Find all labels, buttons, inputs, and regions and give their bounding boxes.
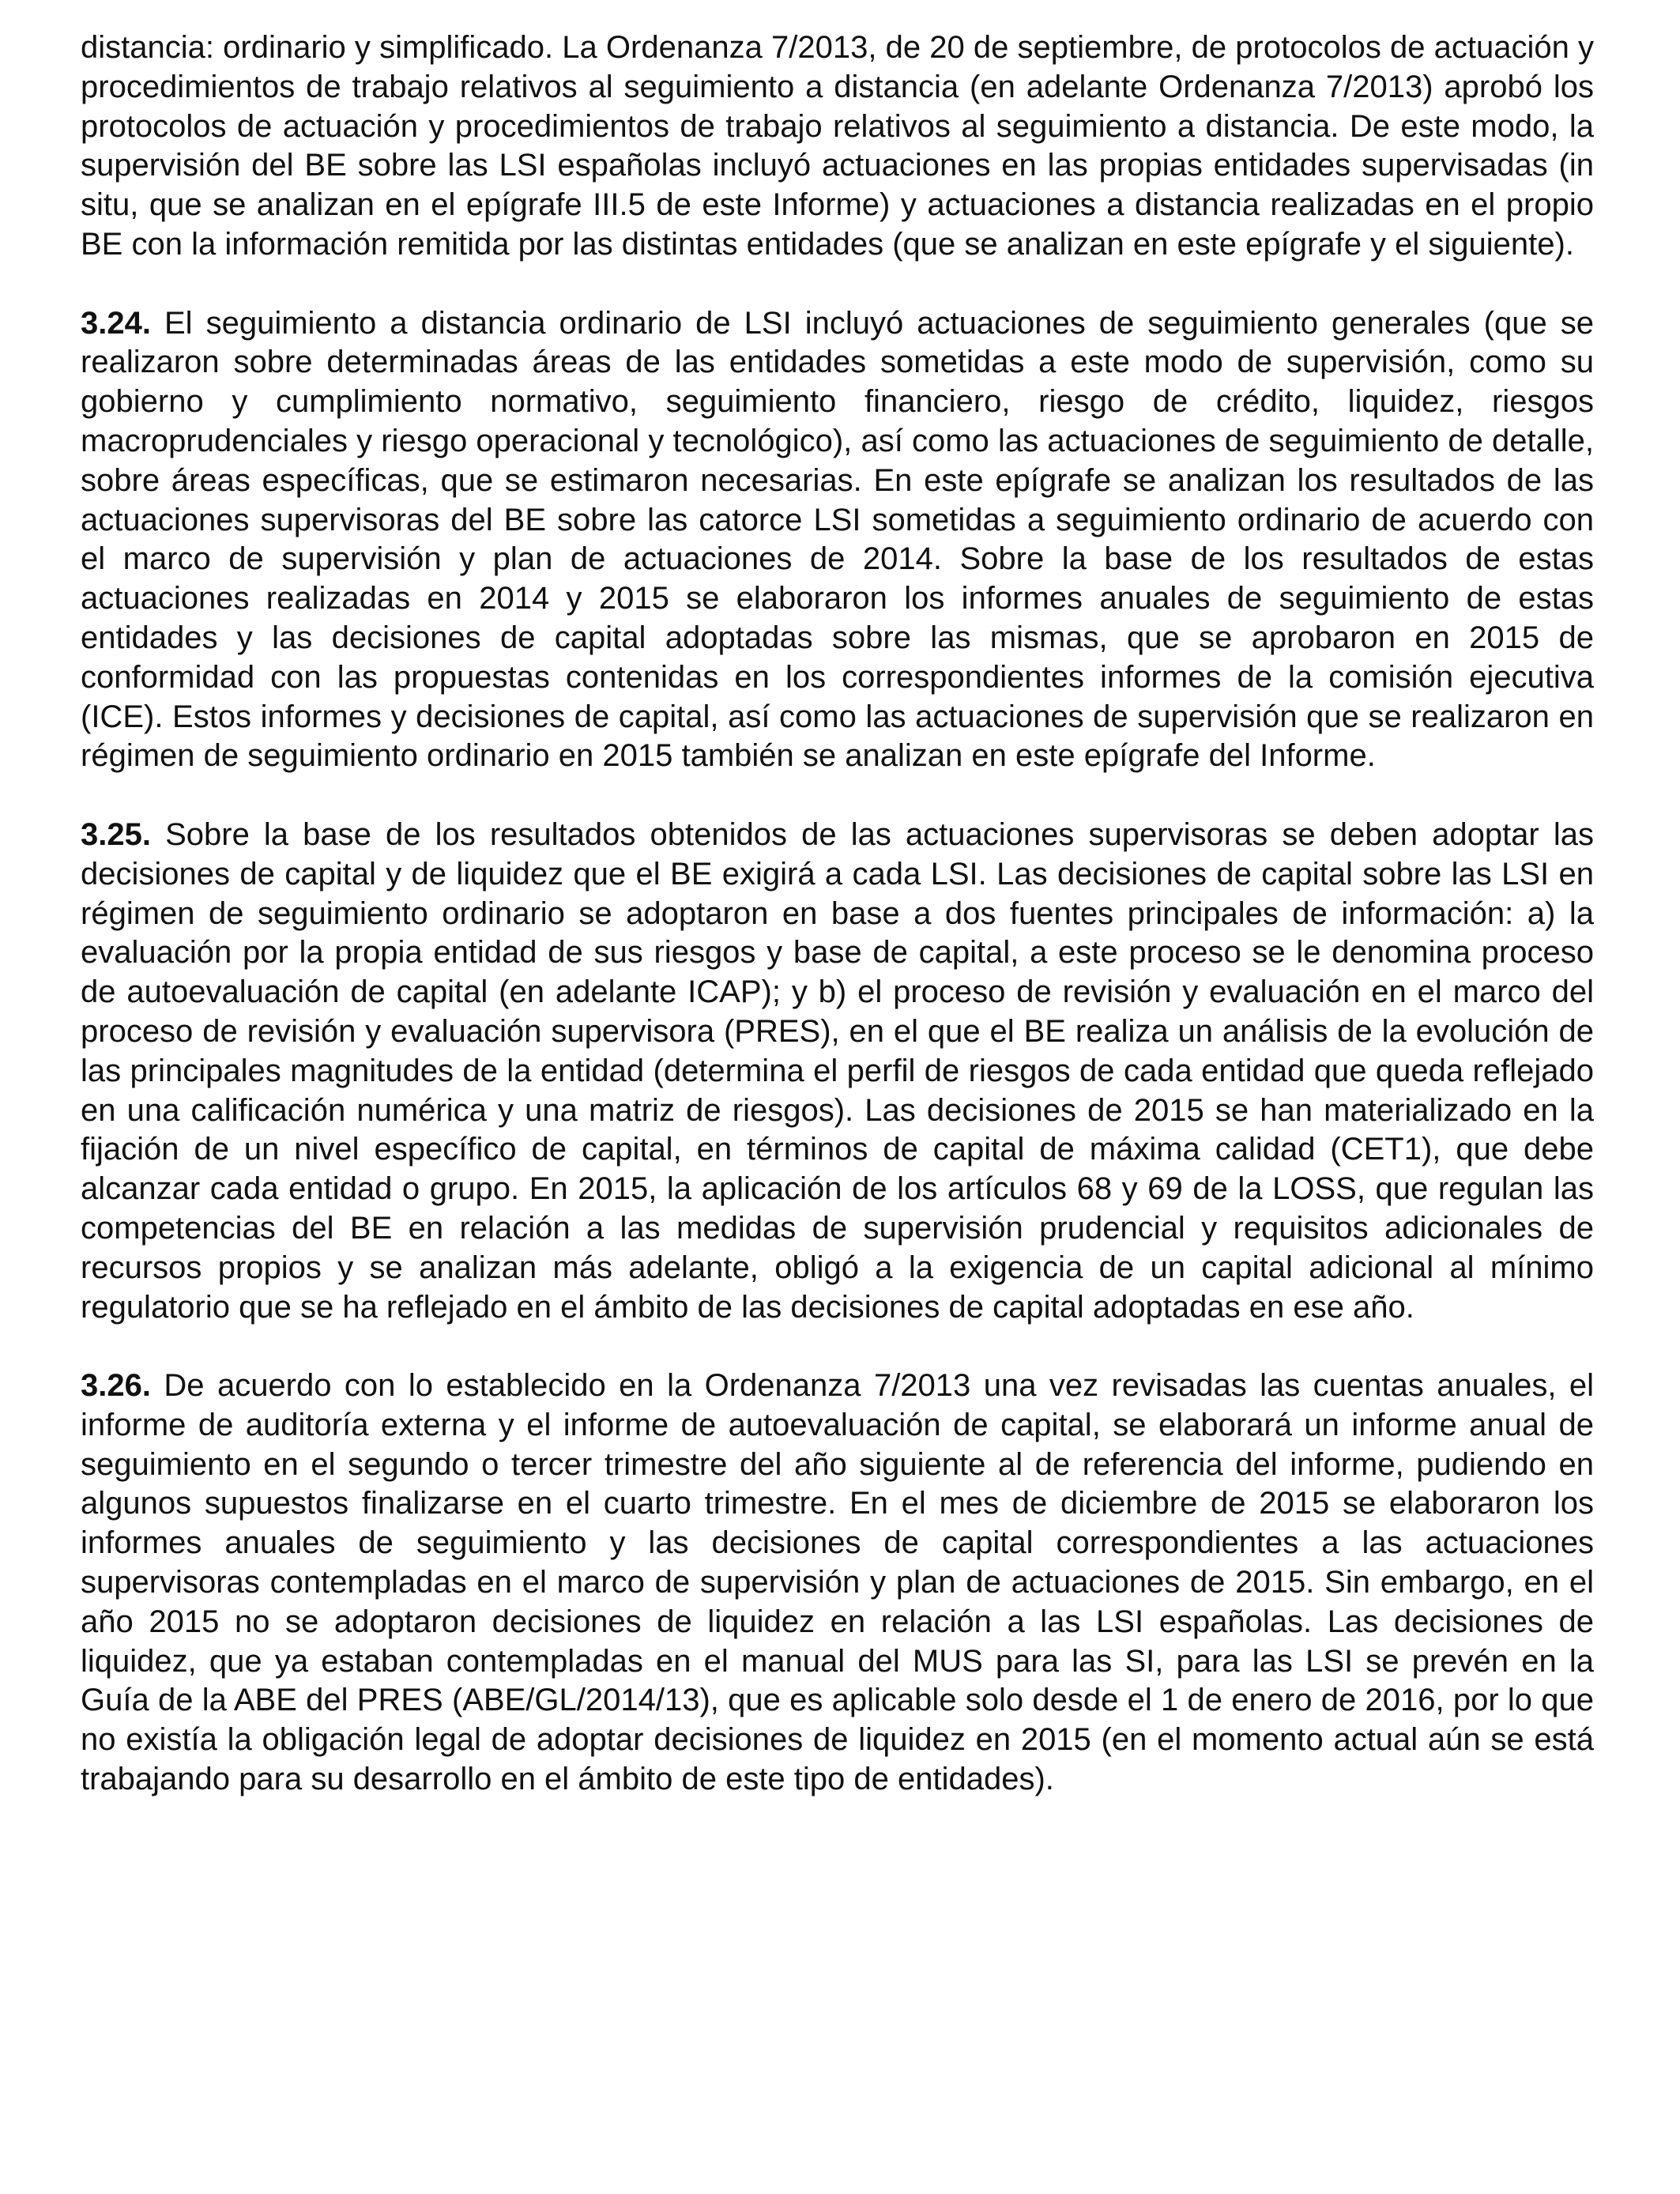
paragraph-3-24 [81, 304, 1594, 777]
paragraph-continuation [81, 28, 1594, 265]
paragraph-3-25 [81, 816, 1594, 1327]
document-page [81, 28, 1594, 1800]
paragraph-text: Sobre la base de los resultados obtenidos de las actuaciones supervisoras se deben adoptar las decisiones de capital y de liquidez que el BE exigirá a cada LSI. Las decisiones de capital sobre las LSI en régimen de seguimiento ordinario se adoptaron en base a dos fuentes principales de información: a) la evaluación por la propia entidad de sus riesgos y base de capital, a este proceso se le denomina proceso de autoevaluación de capital (en adelante ICAP); y b) el proceso de revisión y evaluación en el marco del proceso de revisión y evaluación supervisora (PRES), en el que el BE realiza un análisis de la evolución de las principales magnitudes de la entidad (determina el perfil de riesgos de cada entidad que queda reflejado en una calificación numérica y una matriz de riesgos). Las decisiones de 2015 se han materializado en la fijación de un nivel específico de capital, en términos de capital de máxima calidad (CET1), que debe alcanzar cada entidad o grupo. En 2015, la aplicación de los artículos 68 y 69 de la LOSS, que regulan las competencias del BE en relación a las medidas de supervisión prudencial y requisitos adicionales de recursos propios y se analizan más adelante, obligó a la exigencia de un capital adicional al mínimo regulatorio que se ha reflejado en el ámbito de las decisiones de capital adoptadas en ese año. [81, 816, 1594, 1325]
paragraph-text: El seguimiento a distancia ordinario de LSI incluyó actuaciones de seguimiento generales (que se realizaron sobre determinadas áreas de las entidades sometidas a este modo de supervisión, como su gobierno y cumplimiento normativo, seguimiento financiero, riesgo de crédito, liquidez, riesgos macroprudenciales y riesgo operacional y tecnológico), así como las actuaciones de seguimiento de detalle, sobre áreas específicas, que se estimaron necesarias. En este epígrafe se analizan los resultados de las actuaciones supervisoras del BE sobre las catorce LSI sometidas a seguimiento ordinario de acuerdo con el marco de supervisión y plan de actuaciones de 2014. Sobre la base de los resultados de estas actuaciones realizadas en 2014 y 2015 se elaboraron los informes anuales de seguimiento de estas entidades y las decisiones de capital adoptadas sobre las mismas, que se aprobaron en 2015 de conformidad con las propuestas contenidas en los correspondientes informes de la comisión ejecutiva (ICE). Estos informes y decisiones de capital, así como las actuaciones de supervisión que se realizaron en régimen de seguimiento ordinario en 2015 también se analizan en este epígrafe del Informe. [81, 305, 1594, 774]
paragraph-text: De acuerdo con lo establecido en la Ordenanza 7/2013 una vez revisadas las cuentas anuales, el informe de auditoría externa y el informe de autoevaluación de capital, se elaborará un informe anual de seguimiento en el segundo o tercer trimestre del año siguiente al de referencia del informe, pudiendo en algunos supuestos finalizarse en el cuarto trimestre. En el mes de diciembre de 2015 se elaboraron los informes anuales de seguimiento y las decisiones de capital correspondientes a las actuaciones supervisoras contempladas en el marco de supervisión y plan de actuaciones de 2015. Sin embargo, en el año 2015 no se adoptaron decisiones de liquidez en relación a las LSI españolas. Las decisiones de liquidez, que ya estaban contempladas en el manual del MUS para las SI, para las LSI se prevén en la Guía de la ABE del PRES (ABE/GL/2014/13), que es aplicable solo desde el 1 de enero de 2016, por lo que no existía la obligación legal de adoptar decisiones de liquidez en 2015 (en el momento actual aún se está trabajando para su desarrollo en el ámbito de este tipo de entidades). [81, 1368, 1594, 1797]
paragraph-3-26 [81, 1367, 1594, 1800]
paragraph-number: 3.26. [81, 1368, 151, 1404]
paragraph-text: distancia: ordinario y simplificado. La Ordenanza 7/2013, de 20 de septiembre, de protocolos de actuación y procedimientos de trabajo relativos al seguimiento a distancia (en adelante Ordenanza 7/2013) aprobó los protocolos de actuación y procedimientos de trabajo relativos al seguimiento a distancia. De este modo, la supervisión del BE sobre las LSI españolas incluyó actuaciones en las propias entidades supervisadas (in situ, que se analizan en el epígrafe III.5 de este Informe) y actuaciones a distancia realizadas en el propio BE con la información remitida por las distintas entidades (que se analizan en este epígrafe y el siguiente). [81, 30, 1594, 262]
paragraph-number: 3.25. [81, 816, 151, 852]
paragraph-number: 3.24. [81, 305, 151, 341]
